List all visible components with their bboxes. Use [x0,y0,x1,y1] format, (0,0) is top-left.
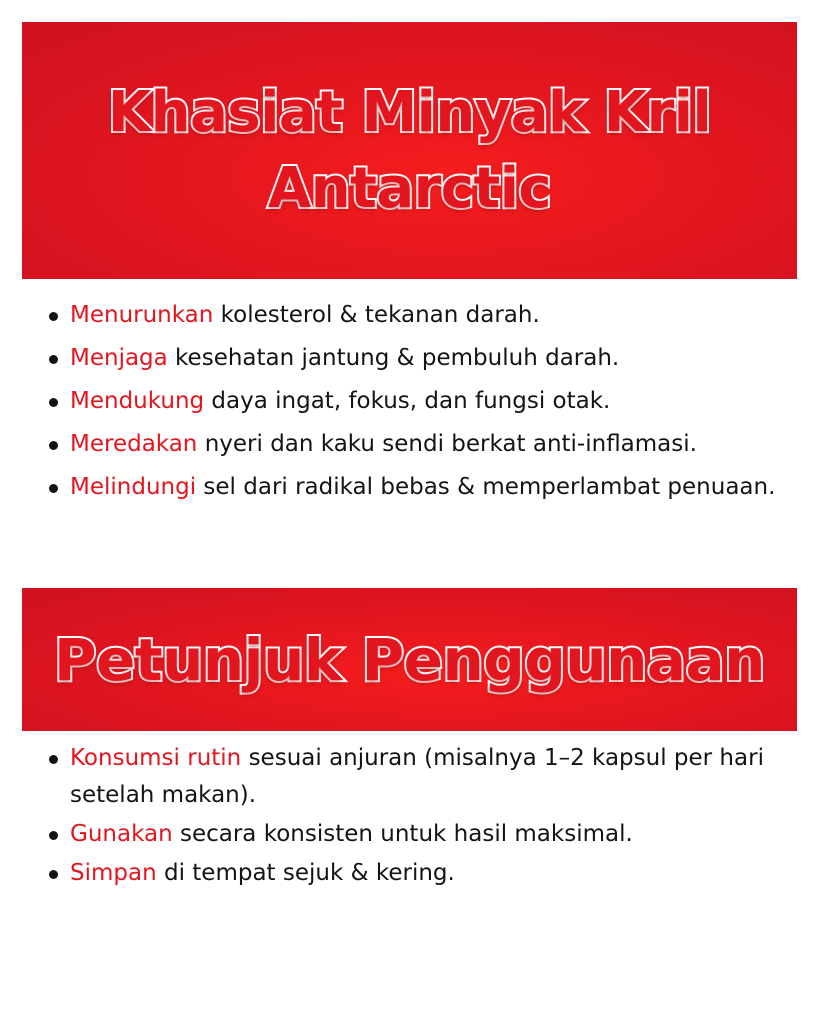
list-item-text: sel dari radikal bebas & memperlambat penuaan. [196,474,776,500]
list-item-text: sesuai anjuran (misalnya 1–2 kapsul per hari setelah makan). [70,745,764,808]
list-item-highlight: Simpan [70,860,157,886]
list-item [0,816,800,853]
list-item [0,469,800,506]
list-item-highlight: Menjaga [70,345,168,371]
list-item-highlight: Melindungi [70,474,197,500]
list-item [0,340,800,377]
list-item-highlight: Menurunkan [70,302,214,328]
list-item-highlight: Konsumsi rutin [70,745,242,771]
list-item-highlight: Meredakan [70,431,198,457]
list-item [0,297,800,334]
list-item-text: kolesterol & tekanan darah. [213,302,540,328]
list-item [0,855,800,892]
list-item-highlight: Gunakan [70,821,173,847]
list-item-text: kesehatan jantung & pembuluh darah. [167,345,620,371]
usage-list [0,740,800,894]
list-item-text: daya ingat, fokus, dan fungsi otak. [204,388,611,414]
list-item [0,740,800,814]
usage-banner [22,588,797,731]
list-item-highlight: Mendukung [70,388,205,414]
list-item-text: di tempat sejuk & kering. [156,860,455,886]
list-item-text: nyeri dan kaku sendi berkat anti-inflamasi. [197,431,697,457]
list-item [0,383,800,420]
benefits-title: Khasiat Minyak Kril Antarctic [107,79,712,221]
usage-title: Petunjuk Penggunaan [54,625,765,694]
list-item [0,426,800,463]
list-item-text: secara konsisten untuk hasil maksimal. [172,821,633,847]
benefits-banner [22,22,797,279]
benefits-list [0,297,800,512]
